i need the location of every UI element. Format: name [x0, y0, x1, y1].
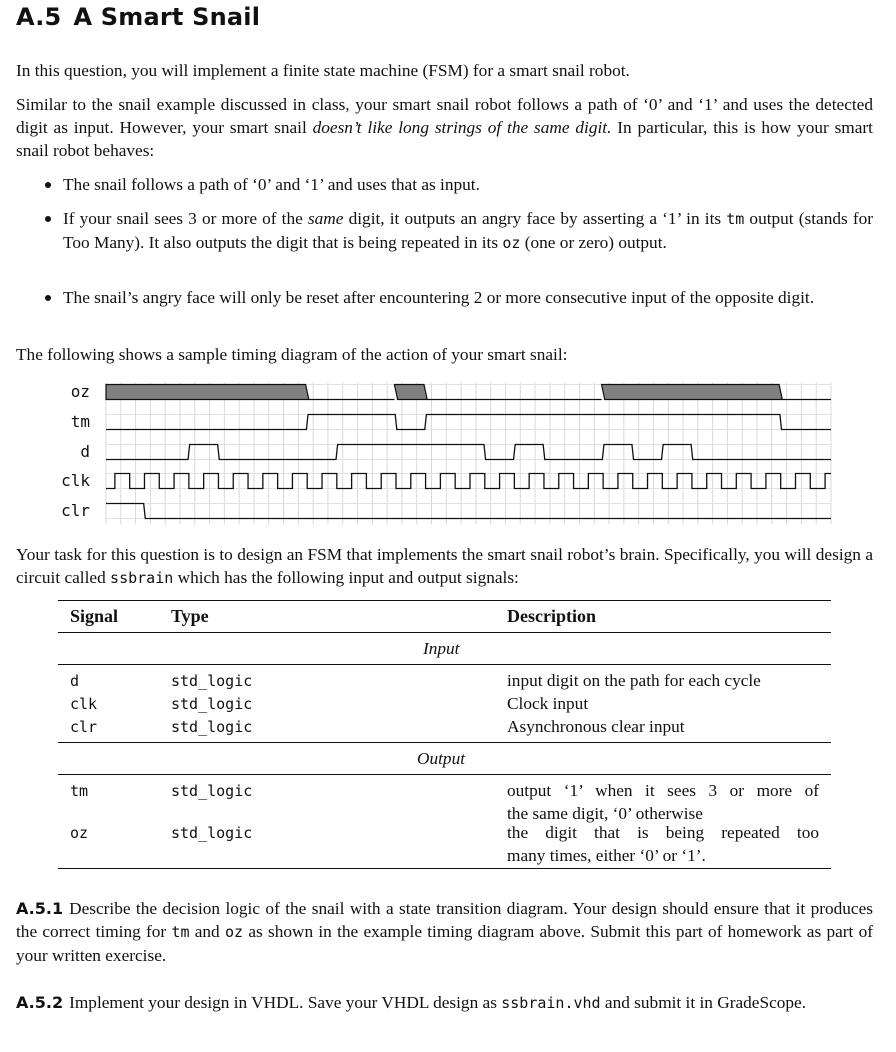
- group-output-label: Output: [417, 749, 466, 768]
- section-title-text: A Smart Snail: [73, 3, 261, 31]
- part-1-text-3: as shown in the example timing diagram above. Submit this part of homework as part of your written exercise.: [16, 922, 873, 965]
- task-paragraph: [16, 543, 873, 590]
- group-input-label: Input: [423, 639, 460, 658]
- clk-waveform: [106, 474, 831, 489]
- behavior-emphasis: doesn’t like long strings of the same digit.: [312, 118, 612, 137]
- row-clr-desc: Asynchronous clear input: [507, 717, 685, 736]
- behavior-text-2: In particular, this is how your smart snail robot behaves:: [16, 118, 873, 160]
- bullet-dot: [45, 182, 51, 188]
- oz-high-segment: [394, 385, 427, 400]
- row-oz-desc-line2: many times, either ‘0’ or ‘1’.: [507, 846, 706, 865]
- bullet-2-text-b: digit, it outputs an angry face by asserting a ‘1’ in its: [343, 209, 727, 228]
- row-clk-signal: clk: [70, 695, 98, 713]
- task-code: ssbrain: [110, 569, 174, 587]
- table-rule: [58, 664, 831, 665]
- section-title: [16, 3, 261, 31]
- row-tm-desc-line1: output ‘1’ when it sees 3 or more of: [507, 781, 819, 800]
- section-number: A.5: [16, 3, 62, 31]
- task-text-2: which has the following input and output signals:: [173, 568, 519, 587]
- row-d-desc: input digit on the path for each cycle: [507, 671, 761, 690]
- part-1-code-oz: oz: [224, 923, 244, 941]
- bullet-3-text: The snail’s angry face will only be reset after encountering 2 or more consecutive input of the opposite digit.: [63, 288, 815, 307]
- clr-waveform: [106, 504, 831, 519]
- signal-label-clr: clr: [61, 501, 90, 520]
- signal-labels: [61, 382, 90, 520]
- table-rule: [58, 632, 831, 633]
- row-tm-type: std_logic: [171, 782, 253, 800]
- bullet-2-text-d: (one or zero) output.: [520, 233, 667, 252]
- row-oz-desc-line1: the digit that is being repeated too: [507, 823, 819, 842]
- part-1-text-1: Describe the decision logic of the snail with a state transition diagram. Your design should ensure that it produces the correct timing for: [16, 899, 873, 941]
- signal-label-clk: clk: [61, 471, 90, 490]
- part-2-text-1: Implement your design in VHDL. Save your VHDL design as: [69, 993, 502, 1012]
- part-2-text-2: and submit it in GradeScope.: [600, 993, 807, 1012]
- bullet-2-text-c: output (stands for Too Many). It also outputs the digit that is being repeated in its: [63, 209, 873, 252]
- behavior-list-3: [16, 286, 873, 309]
- behavior-text-1: Similar to the snail example discussed in class, your smart snail robot follows a path of ‘0’ and ‘1’ and uses the detected digit as input. However, your smart snail: [16, 95, 873, 137]
- waveforms: [106, 385, 831, 519]
- bullet-2-emphasis: same: [307, 209, 344, 228]
- part-2-label: A.5.2: [16, 993, 64, 1012]
- bullet-dot: [45, 216, 51, 222]
- behavior-list: [16, 173, 873, 196]
- row-clr-signal: clr: [70, 718, 98, 736]
- signal-label-tm: tm: [70, 412, 90, 431]
- header-description: Description: [507, 606, 596, 626]
- list-item: [16, 173, 873, 196]
- list-item: [16, 286, 873, 309]
- signal-label-oz: oz: [70, 382, 90, 401]
- tm-waveform: [106, 415, 831, 430]
- row-oz-signal: oz: [70, 824, 89, 842]
- part-1-label: A.5.1: [16, 899, 64, 918]
- part-2: [16, 991, 873, 1015]
- bullet-2-text-a: If your snail sees 3 or more of the: [63, 209, 308, 228]
- list-item: [16, 207, 873, 255]
- intro-paragraph: In this question, you will implement a finite state machine (FSM) for a smart snail robot.: [16, 61, 630, 80]
- timing-grid: [106, 383, 831, 525]
- behavior-paragraph: [16, 93, 873, 162]
- oz-high-segment: [106, 385, 309, 400]
- row-clk-type: std_logic: [171, 695, 253, 713]
- timing-diagram: [0, 372, 896, 532]
- table-rule: [58, 742, 831, 743]
- header-type: Type: [171, 606, 209, 626]
- behavior-list-2: [16, 207, 873, 255]
- row-clr-type: std_logic: [171, 718, 253, 736]
- header-signal: Signal: [70, 606, 119, 626]
- d-waveform: [106, 445, 831, 460]
- row-d-type: std_logic: [171, 672, 253, 690]
- bullet-2-code-tm: tm: [726, 210, 745, 228]
- part-1: [16, 897, 873, 967]
- table-rule-bottom: [58, 868, 831, 869]
- task-text-1: Your task for this question is to design an FSM that implements the smart snail robot’s brain. Specifically, you will design a circuit called: [16, 545, 873, 587]
- row-tm-signal: tm: [70, 782, 89, 800]
- row-d-signal: d: [70, 672, 80, 690]
- row-tm-desc-line2: the same digit, ‘0’ otherwise: [507, 804, 703, 823]
- timing-intro: The following shows a sample timing diagram of the action of your smart snail:: [16, 345, 568, 364]
- oz-high-segment: [602, 385, 783, 400]
- row-oz-type: std_logic: [171, 824, 253, 842]
- row-clk-desc: Clock input: [507, 694, 589, 713]
- bullet-1-text: The snail follows a path of ‘0’ and ‘1’ and uses that as input.: [63, 175, 480, 194]
- part-2-code: ssbrain.vhd: [501, 994, 601, 1012]
- bullet-2-code-oz: oz: [502, 234, 521, 252]
- table-rule: [58, 774, 831, 775]
- part-1-code-tm: tm: [171, 923, 190, 941]
- table-rule-top: [58, 600, 831, 601]
- bullet-dot: [45, 295, 51, 301]
- signal-label-d: d: [80, 442, 90, 461]
- part-1-text-2: and: [189, 922, 225, 941]
